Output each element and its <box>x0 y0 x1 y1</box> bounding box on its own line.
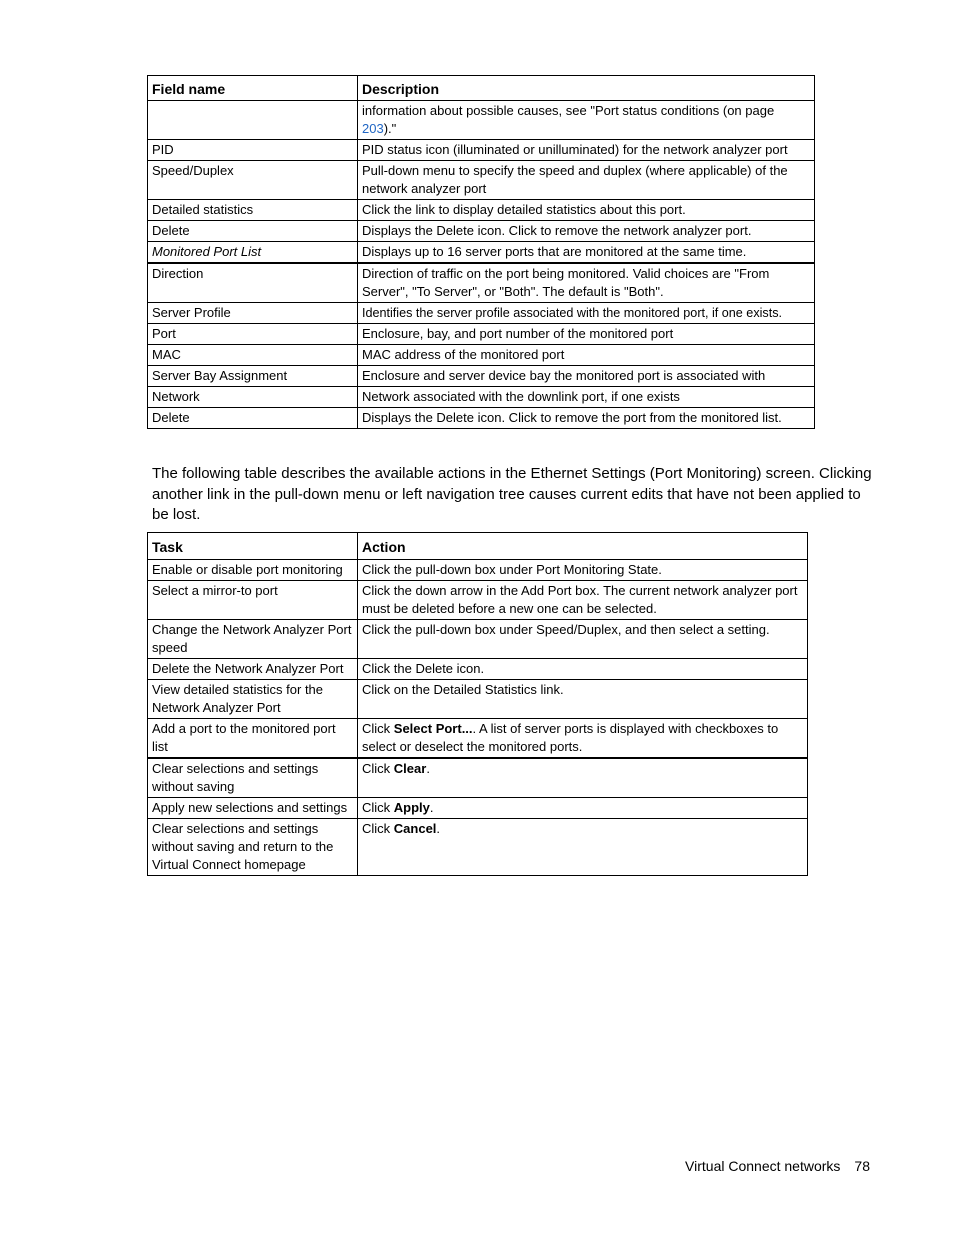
table-row <box>148 324 815 345</box>
task-cell: Delete the Network Analyzer Port <box>148 659 358 680</box>
table-row <box>148 221 815 242</box>
action-cell: Click the Delete icon. <box>358 659 808 680</box>
table-header-row <box>148 76 815 101</box>
column-header: Task <box>148 533 358 560</box>
field-cell: Detailed statistics <box>148 200 358 221</box>
description-cell: Enclosure, bay, and port number of the monitored port <box>358 324 815 345</box>
table-row <box>148 680 808 719</box>
page-number: 78 <box>854 1158 870 1174</box>
table-row <box>148 242 815 264</box>
table-row <box>148 620 808 659</box>
table-row <box>148 387 815 408</box>
description-cell: Network associated with the downlink port, if one exists <box>358 387 815 408</box>
footer-section-title: Virtual Connect networks <box>685 1158 841 1174</box>
table-row <box>148 758 808 798</box>
task-cell: Enable or disable port monitoring <box>148 560 358 581</box>
field-description-table <box>147 75 815 429</box>
field-cell: Server Bay Assignment <box>148 366 358 387</box>
table-row <box>148 798 808 819</box>
description-cell: Displays the Delete icon. Click to remove the network analyzer port. <box>358 221 815 242</box>
action-cell: Click the pull-down box under Port Monitoring State. <box>358 560 808 581</box>
action-ui-label: Cancel <box>393 821 437 836</box>
table-row <box>148 408 815 429</box>
action-cell <box>358 719 808 759</box>
table-row <box>148 819 808 876</box>
table-row <box>148 719 808 759</box>
description-text: )." <box>383 121 397 136</box>
action-text: Click <box>362 721 394 736</box>
table-row <box>148 366 815 387</box>
action-cell: Click the pull-down box under Speed/Duplex, and then select a setting. <box>358 620 808 659</box>
column-header: Field name <box>148 76 358 101</box>
table-row <box>148 560 808 581</box>
field-cell: PID <box>148 140 358 161</box>
field-cell: Delete <box>148 408 358 429</box>
column-header: Action <box>358 533 808 560</box>
page-footer <box>685 1158 870 1174</box>
action-text: . <box>426 761 430 776</box>
field-cell: Server Profile <box>148 303 358 324</box>
task-cell: Change the Network Analyzer Port speed <box>148 620 358 659</box>
action-ui-label: Select Port... <box>393 721 473 736</box>
description-cell: Identifies the server profile associated with the monitored port, if one exists. <box>358 303 815 324</box>
description-cell: MAC address of the monitored port <box>358 345 815 366</box>
table-row <box>148 345 815 366</box>
task-cell: Clear selections and settings without saving <box>148 758 358 798</box>
table-row <box>148 140 815 161</box>
field-cell: Monitored Port List <box>148 242 358 264</box>
column-header: Description <box>358 76 815 101</box>
task-cell: View detailed statistics for the Network Analyzer Port <box>148 680 358 719</box>
table-row <box>148 200 815 221</box>
field-cell: Network <box>148 387 358 408</box>
task-action-table <box>147 532 808 876</box>
field-cell: Direction <box>148 263 358 303</box>
field-cell: Speed/Duplex <box>148 161 358 200</box>
description-cell: PID status icon (illuminated or unilluminated) for the network analyzer port <box>358 140 815 161</box>
table-row <box>148 659 808 680</box>
action-cell <box>358 798 808 819</box>
page-link[interactable]: 203 <box>362 121 384 136</box>
description-cell: Pull-down menu to specify the speed and duplex (where applicable) of the network analyzer port <box>358 161 815 200</box>
action-ui-label: Clear <box>393 761 427 776</box>
task-cell: Select a mirror-to port <box>148 581 358 620</box>
intro-paragraph: The following table describes the available actions in the Ethernet Settings (Port Monitoring) screen. Clicking another link in the pull-down menu or left navigation tree causes current edits that have not been applied to be lost. <box>152 465 872 523</box>
field-cell <box>148 101 358 140</box>
description-cell: Displays the Delete icon. Click to remove the port from the monitored list. <box>358 408 815 429</box>
field-cell: Delete <box>148 221 358 242</box>
table-row <box>148 101 815 140</box>
table-row <box>148 161 815 200</box>
description-text: information about possible causes, see "Port status conditions (on page <box>362 103 775 118</box>
action-cell <box>358 819 808 876</box>
table-row <box>148 303 815 324</box>
action-text: . <box>429 800 434 815</box>
action-text: . A list of server ports is displayed with checkboxes to select or deselect the monitored ports. <box>362 721 779 754</box>
action-cell <box>358 758 808 798</box>
action-text: . <box>436 821 441 836</box>
action-text: Click <box>362 800 394 815</box>
field-cell: MAC <box>148 345 358 366</box>
description-cell: Enclosure and server device bay the monitored port is associated with <box>358 366 815 387</box>
action-ui-label: Apply <box>393 800 430 815</box>
table-row <box>148 581 808 620</box>
description-cell <box>358 101 815 140</box>
description-cell: Displays up to 16 server ports that are monitored at the same time. <box>358 242 815 264</box>
description-cell: Click the link to display detailed statistics about this port. <box>358 200 815 221</box>
task-cell: Apply new selections and settings <box>148 798 358 819</box>
action-cell: Click on the Detailed Statistics link. <box>358 680 808 719</box>
action-text: Click <box>362 821 394 836</box>
task-cell: Clear selections and settings without saving and return to the Virtual Connect homepage <box>148 819 358 876</box>
action-text: Click <box>362 761 394 776</box>
table-row <box>148 263 815 303</box>
description-cell: Direction of traffic on the port being monitored. Valid choices are "From Server", "To Server", or "Both". The default is "Both". <box>358 263 815 303</box>
task-cell: Add a port to the monitored port list <box>148 719 358 759</box>
action-cell: Click the down arrow in the Add Port box. The current network analyzer port must be deleted before a new one can be selected. <box>358 581 808 620</box>
table-header-row <box>148 533 808 560</box>
field-cell: Port <box>148 324 358 345</box>
